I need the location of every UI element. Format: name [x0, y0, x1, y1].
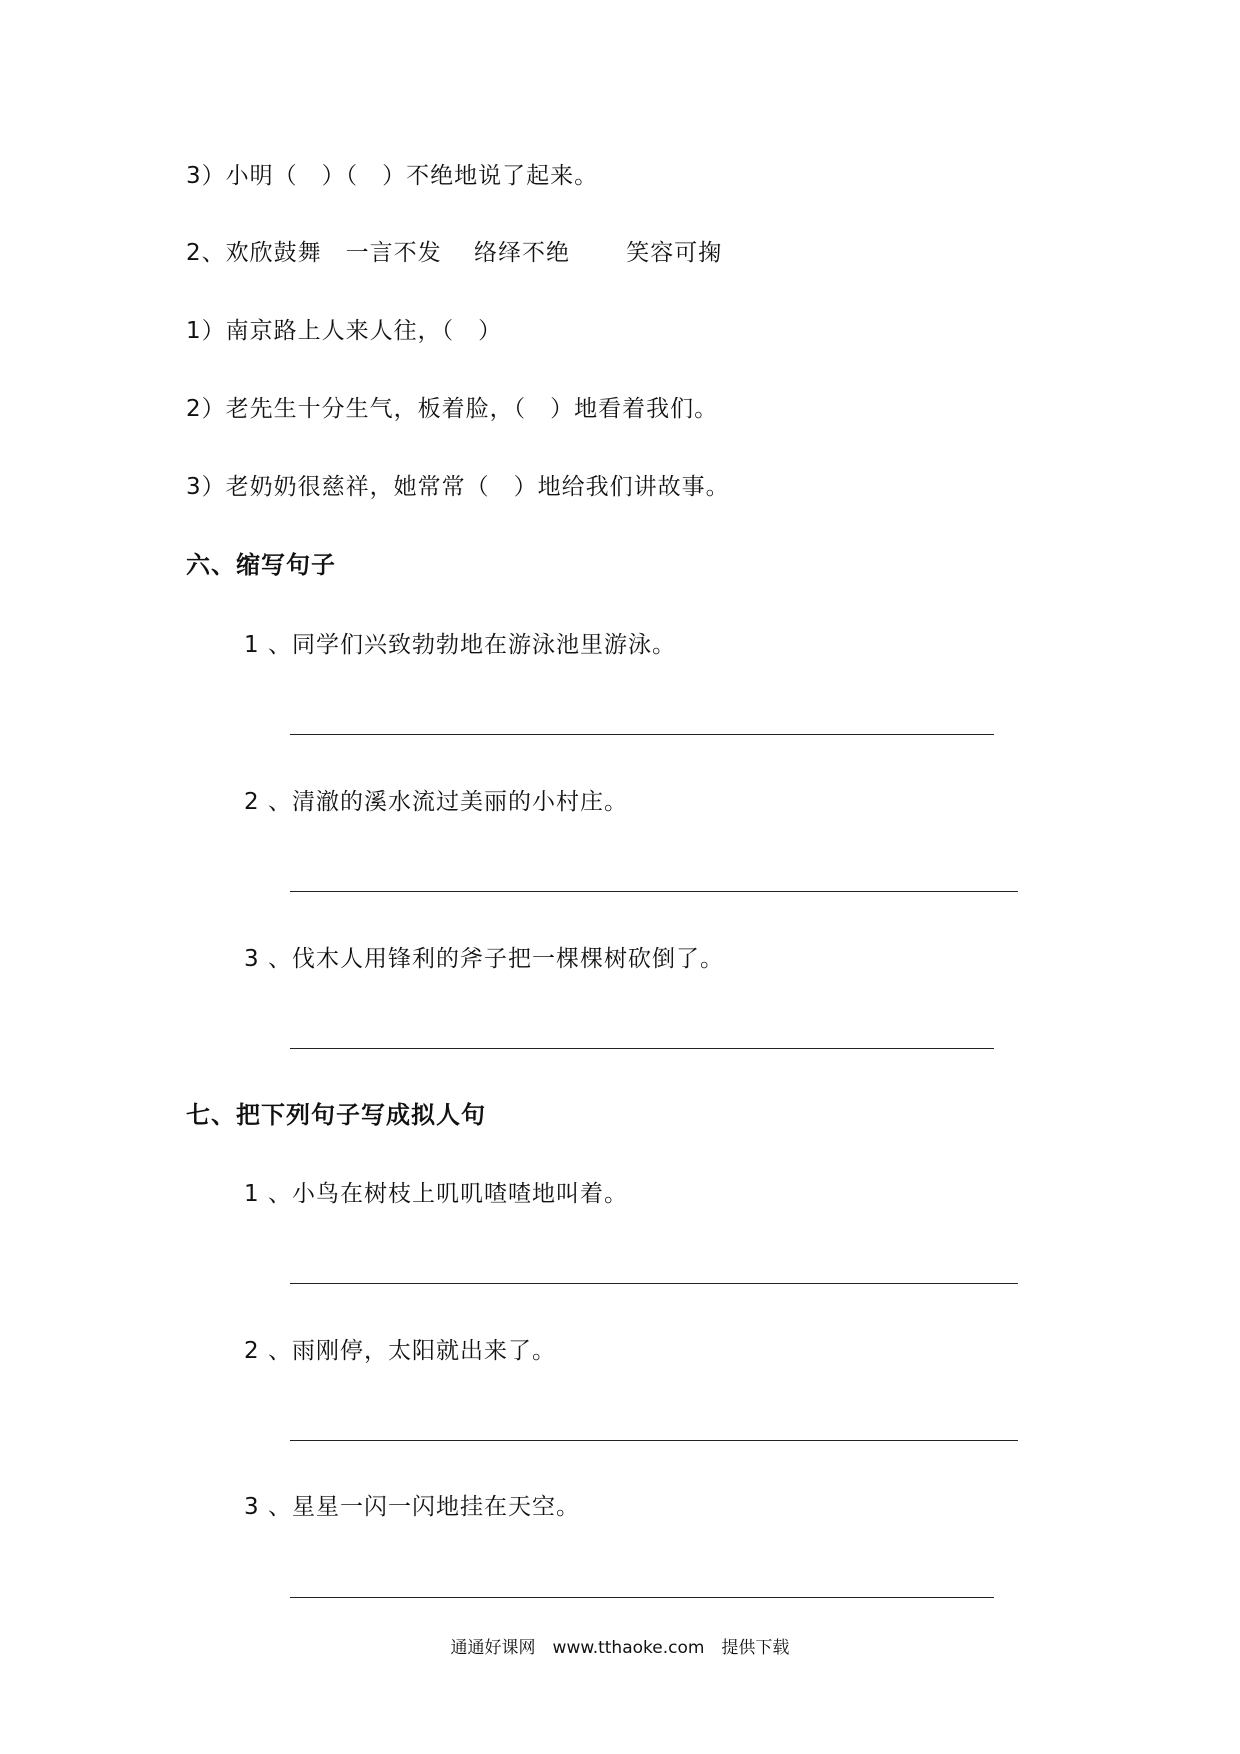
answer-line-6-3[interactable] — [290, 1048, 994, 1049]
section-7-title: 七、把下列句子写成拟人句 — [186, 1101, 486, 1129]
fill-blank-question-2-1: 1）南京路上人来人往，（ ） — [186, 318, 503, 344]
answer-line-7-1[interactable] — [290, 1283, 1018, 1284]
section-6-item-1: 1 、同学们兴致勃勃地在游泳池里游泳。 — [244, 632, 676, 658]
section-7-item-1: 1 、小鸟在树枝上叽叽喳喳地叫着。 — [244, 1181, 628, 1207]
word-bank-2: 2、欢欣鼓舞 一言不发 络绎不绝 笑容可掬 — [186, 240, 723, 266]
page-footer: 通通好课网 www.tthaoke.com 提供下载 — [450, 1638, 790, 1658]
section-6-title: 六、缩写句子 — [186, 551, 336, 579]
fill-blank-question-1-3: 3）小明（ ）（ ）不绝地说了起来。 — [186, 163, 599, 189]
answer-line-7-2[interactable] — [290, 1440, 1018, 1441]
answer-line-6-2[interactable] — [290, 891, 1018, 892]
section-7-item-2: 2 、雨刚停，太阳就出来了。 — [244, 1338, 556, 1364]
section-6-item-2: 2 、清澈的溪水流过美丽的小村庄。 — [244, 789, 628, 815]
answer-line-7-3[interactable] — [290, 1597, 994, 1598]
section-7-item-3: 3 、星星一闪一闪地挂在天空。 — [244, 1494, 580, 1520]
fill-blank-question-2-2: 2）老先生十分生气，板着脸，（ ）地看着我们。 — [186, 396, 719, 422]
section-6-item-3: 3 、伐木人用锋利的斧子把一棵棵树砍倒了。 — [244, 946, 724, 972]
fill-blank-question-2-3: 3）老奶奶很慈祥，她常常（ ）地给我们讲故事。 — [186, 474, 730, 500]
answer-line-6-1[interactable] — [290, 734, 994, 735]
